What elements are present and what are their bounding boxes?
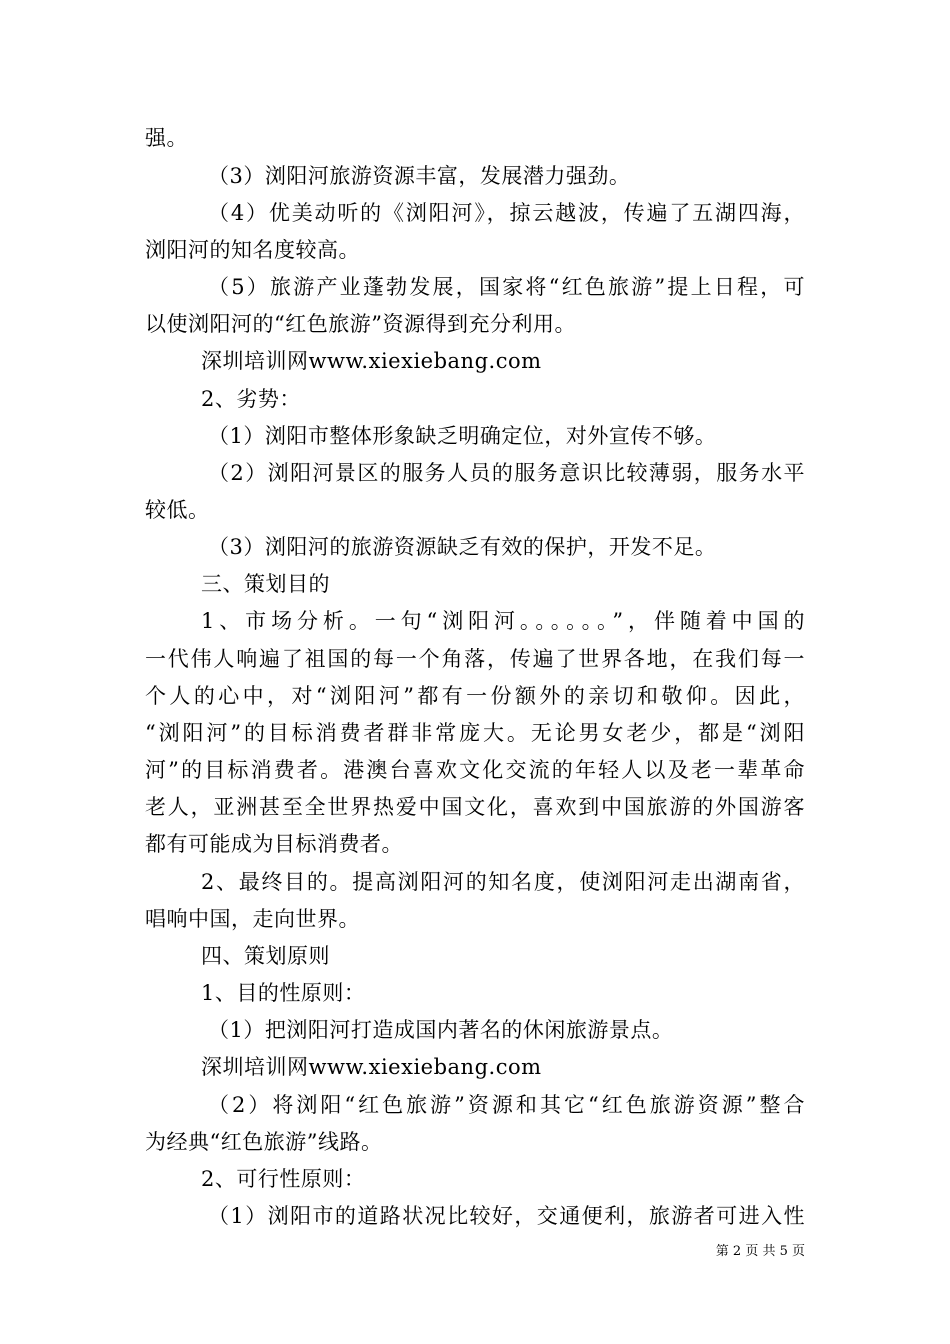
- website-line: 深圳培训网www.xiexiebang.com: [201, 1055, 542, 1079]
- page-number-footer: 第 2 页 共 5 页: [715, 1244, 805, 1259]
- text-line: 1、市场分析。一句“浏阳河。。。。。。”，伴随着中国的: [201, 609, 805, 633]
- text-line: （3）浏阳河旅游资源丰富，发展潜力强劲。: [208, 164, 631, 188]
- text-line: 一代伟人响遍了祖国的每一个角落，传遍了世界各地，在我们每一: [145, 647, 805, 671]
- section-heading: 四、策划原则: [201, 944, 330, 968]
- text-line: 较低。: [145, 498, 210, 522]
- website-line: 深圳培训网www.xiexiebang.com: [201, 349, 542, 373]
- text-line: （1）把浏阳河打造成国内著名的休闲旅游景点。: [208, 1018, 674, 1042]
- text-line: 以使浏阳河的“红色旅游”资源得到充分利用。: [145, 312, 576, 336]
- text-line: 老人，亚洲甚至全世界热爱中国文化，喜欢到中国旅游的外国游客: [145, 795, 805, 819]
- text-line: （5）旅游产业蓬勃发展，国家将“红色旅游”提上日程，可: [208, 275, 805, 299]
- text-line: 强。: [145, 126, 188, 150]
- text-line: 2、最终目的。提高浏阳河的知名度，使浏阳河走出湖南省，: [201, 870, 805, 894]
- text-line: （2）浏阳河景区的服务人员的服务意识比较薄弱，服务水平: [208, 461, 805, 485]
- section-heading: 1、目的性原则：: [201, 981, 366, 1005]
- text-line: 为经典“红色旅游”线路。: [145, 1130, 383, 1154]
- section-heading: 三、策划目的: [201, 572, 330, 596]
- text-line: 唱响中国，走向世界。: [145, 907, 360, 931]
- text-line: （2）将浏阳“红色旅游”资源和其它“红色旅游资源”整合: [208, 1093, 805, 1117]
- text-line: （1）浏阳市的道路状况比较好，交通便利，旅游者可进入性: [208, 1204, 805, 1228]
- text-line: （3）浏阳河的旅游资源缺乏有效的保护，开发不足。: [208, 535, 717, 559]
- text-line: 浏阳河的知名度较高。: [145, 238, 360, 262]
- section-heading: 2、劣势：: [201, 387, 301, 411]
- text-line: 个人的心中，对“浏阳河”都有一份额外的亲切和敬仰。因此，: [145, 684, 805, 708]
- text-line: 河”的目标消费者。港澳台喜欢文化交流的年轻人以及老一辈革命: [145, 758, 805, 782]
- text-line: （1）浏阳市整体形象缺乏明确定位，对外宣传不够。: [208, 424, 717, 448]
- text-line: （4）优美动听的《浏阳河》，掠云越波，传遍了五湖四海，: [208, 201, 805, 225]
- text-line: “浏阳河”的目标消费者群非常庞大。无论男女老少，都是“浏阳: [145, 721, 805, 745]
- text-line: 都有可能成为目标消费者。: [145, 832, 403, 856]
- section-heading: 2、可行性原则：: [201, 1167, 366, 1191]
